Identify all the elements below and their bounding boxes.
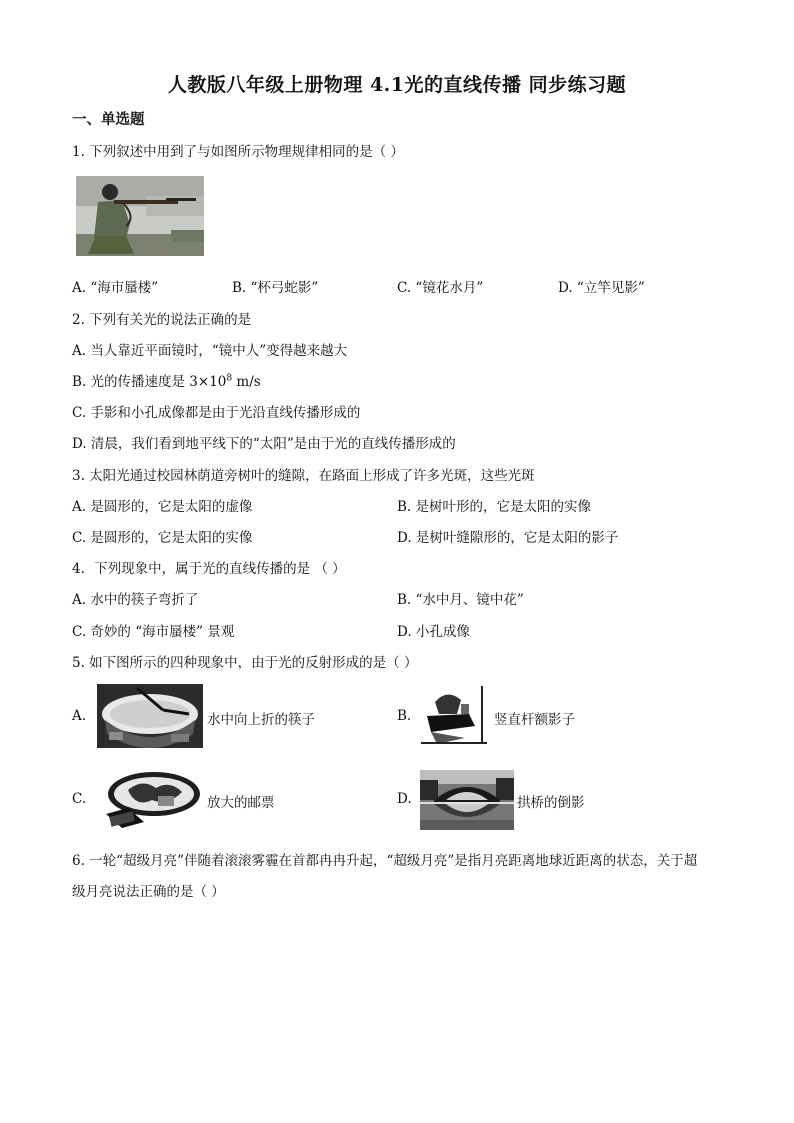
question-5-stem: 5. 如下图所示的四种现象中，由于光的反射形成的是（ ）	[72, 655, 418, 671]
q2-option-b-unit: m/s	[232, 374, 261, 390]
q2-option-b-prefix: B. 光的传播速度是 3×10	[72, 374, 227, 390]
q5-option-b-caption: 竖直杆额影子	[494, 712, 575, 728]
chopsticks-in-water-bowl-image	[97, 684, 203, 748]
q1-option-c: C. “镜花水月”	[397, 280, 484, 296]
q4-option-c: C. 奇妙的 “海市蜃楼” 景观	[72, 624, 235, 640]
q4-option-d: D. 小孔成像	[397, 624, 470, 640]
q3-option-c: C. 是圆形的，它是太阳的实像	[72, 530, 253, 546]
q3-option-d: D. 是树叶缝隙形的，它是太阳的影子	[397, 530, 619, 546]
q4-option-a: A. 水中的筷子弯折了	[72, 592, 199, 608]
q2-option-b-exponent: 8	[226, 373, 233, 384]
q4-option-b: B. “水中月、镜中花”	[397, 592, 524, 608]
q2-option-b	[72, 370, 261, 390]
page-title: 人教版八年级上册物理 4.1光的直线传播 同步练习题	[167, 74, 627, 96]
q1-option-b: B. “杯弓蛇影”	[232, 280, 319, 296]
q2-option-a: A. 当人靠近平面镜时，“镜中人”变得越来越大	[72, 343, 348, 359]
q1-option-d: D. “立竿见影”	[558, 280, 645, 296]
q5-option-d-caption: 拱桥的倒影	[517, 795, 585, 811]
section-heading: 一、单选题	[72, 111, 145, 128]
pole-shadow-image	[417, 682, 491, 748]
q5-option-d-letter: D.	[397, 791, 412, 807]
q5-option-c-caption: 放大的邮票	[207, 795, 275, 811]
q5-option-a-letter: A.	[72, 708, 87, 724]
q5-option-a-caption: 水中向上折的筷子	[207, 712, 315, 728]
arch-bridge-reflection-image	[420, 770, 514, 830]
question-3-stem: 3. 太阳光通过校园林荫道旁树叶的缝隙，在路面上形成了许多光斑，这些光斑	[72, 468, 535, 484]
q3-option-b: B. 是树叶形的，它是太阳的实像	[397, 499, 592, 515]
q1-option-a: A. “海市蜃楼”	[72, 280, 159, 296]
question-6-stem-line-2: 级月亮说法正确的是（ ）	[72, 884, 225, 900]
q2-option-c: C. 手影和小孔成像都是由于光沿直线传播形成的	[72, 405, 361, 421]
question-2-stem: 2. 下列有关光的说法正确的是	[72, 312, 252, 328]
question-1-stem: 1. 下列叙述中用到了与如图所示物理规律相同的是（ ）	[72, 144, 404, 160]
q5-option-c-letter: C.	[72, 791, 87, 807]
question-4-stem: 4．下列现象中，属于光的直线传播的是 （ ）	[72, 561, 346, 577]
q5-option-b-letter: B.	[397, 708, 412, 724]
soldier-aiming-rifle-image	[76, 176, 204, 256]
magnified-stamp-image	[92, 768, 206, 832]
q2-option-d: D. 清晨，我们看到地平线下的“太阳”是由于光的直线传播形成的	[72, 436, 456, 452]
question-6-stem-line-1: 6. 一轮“超级月亮”伴随着滚滚雾霾在首都冉冉升起，“超级月亮”是指月亮距离地球近距离的状态，关于超	[72, 853, 698, 869]
q3-option-a: A. 是圆形的，它是太阳的虚像	[72, 499, 253, 515]
